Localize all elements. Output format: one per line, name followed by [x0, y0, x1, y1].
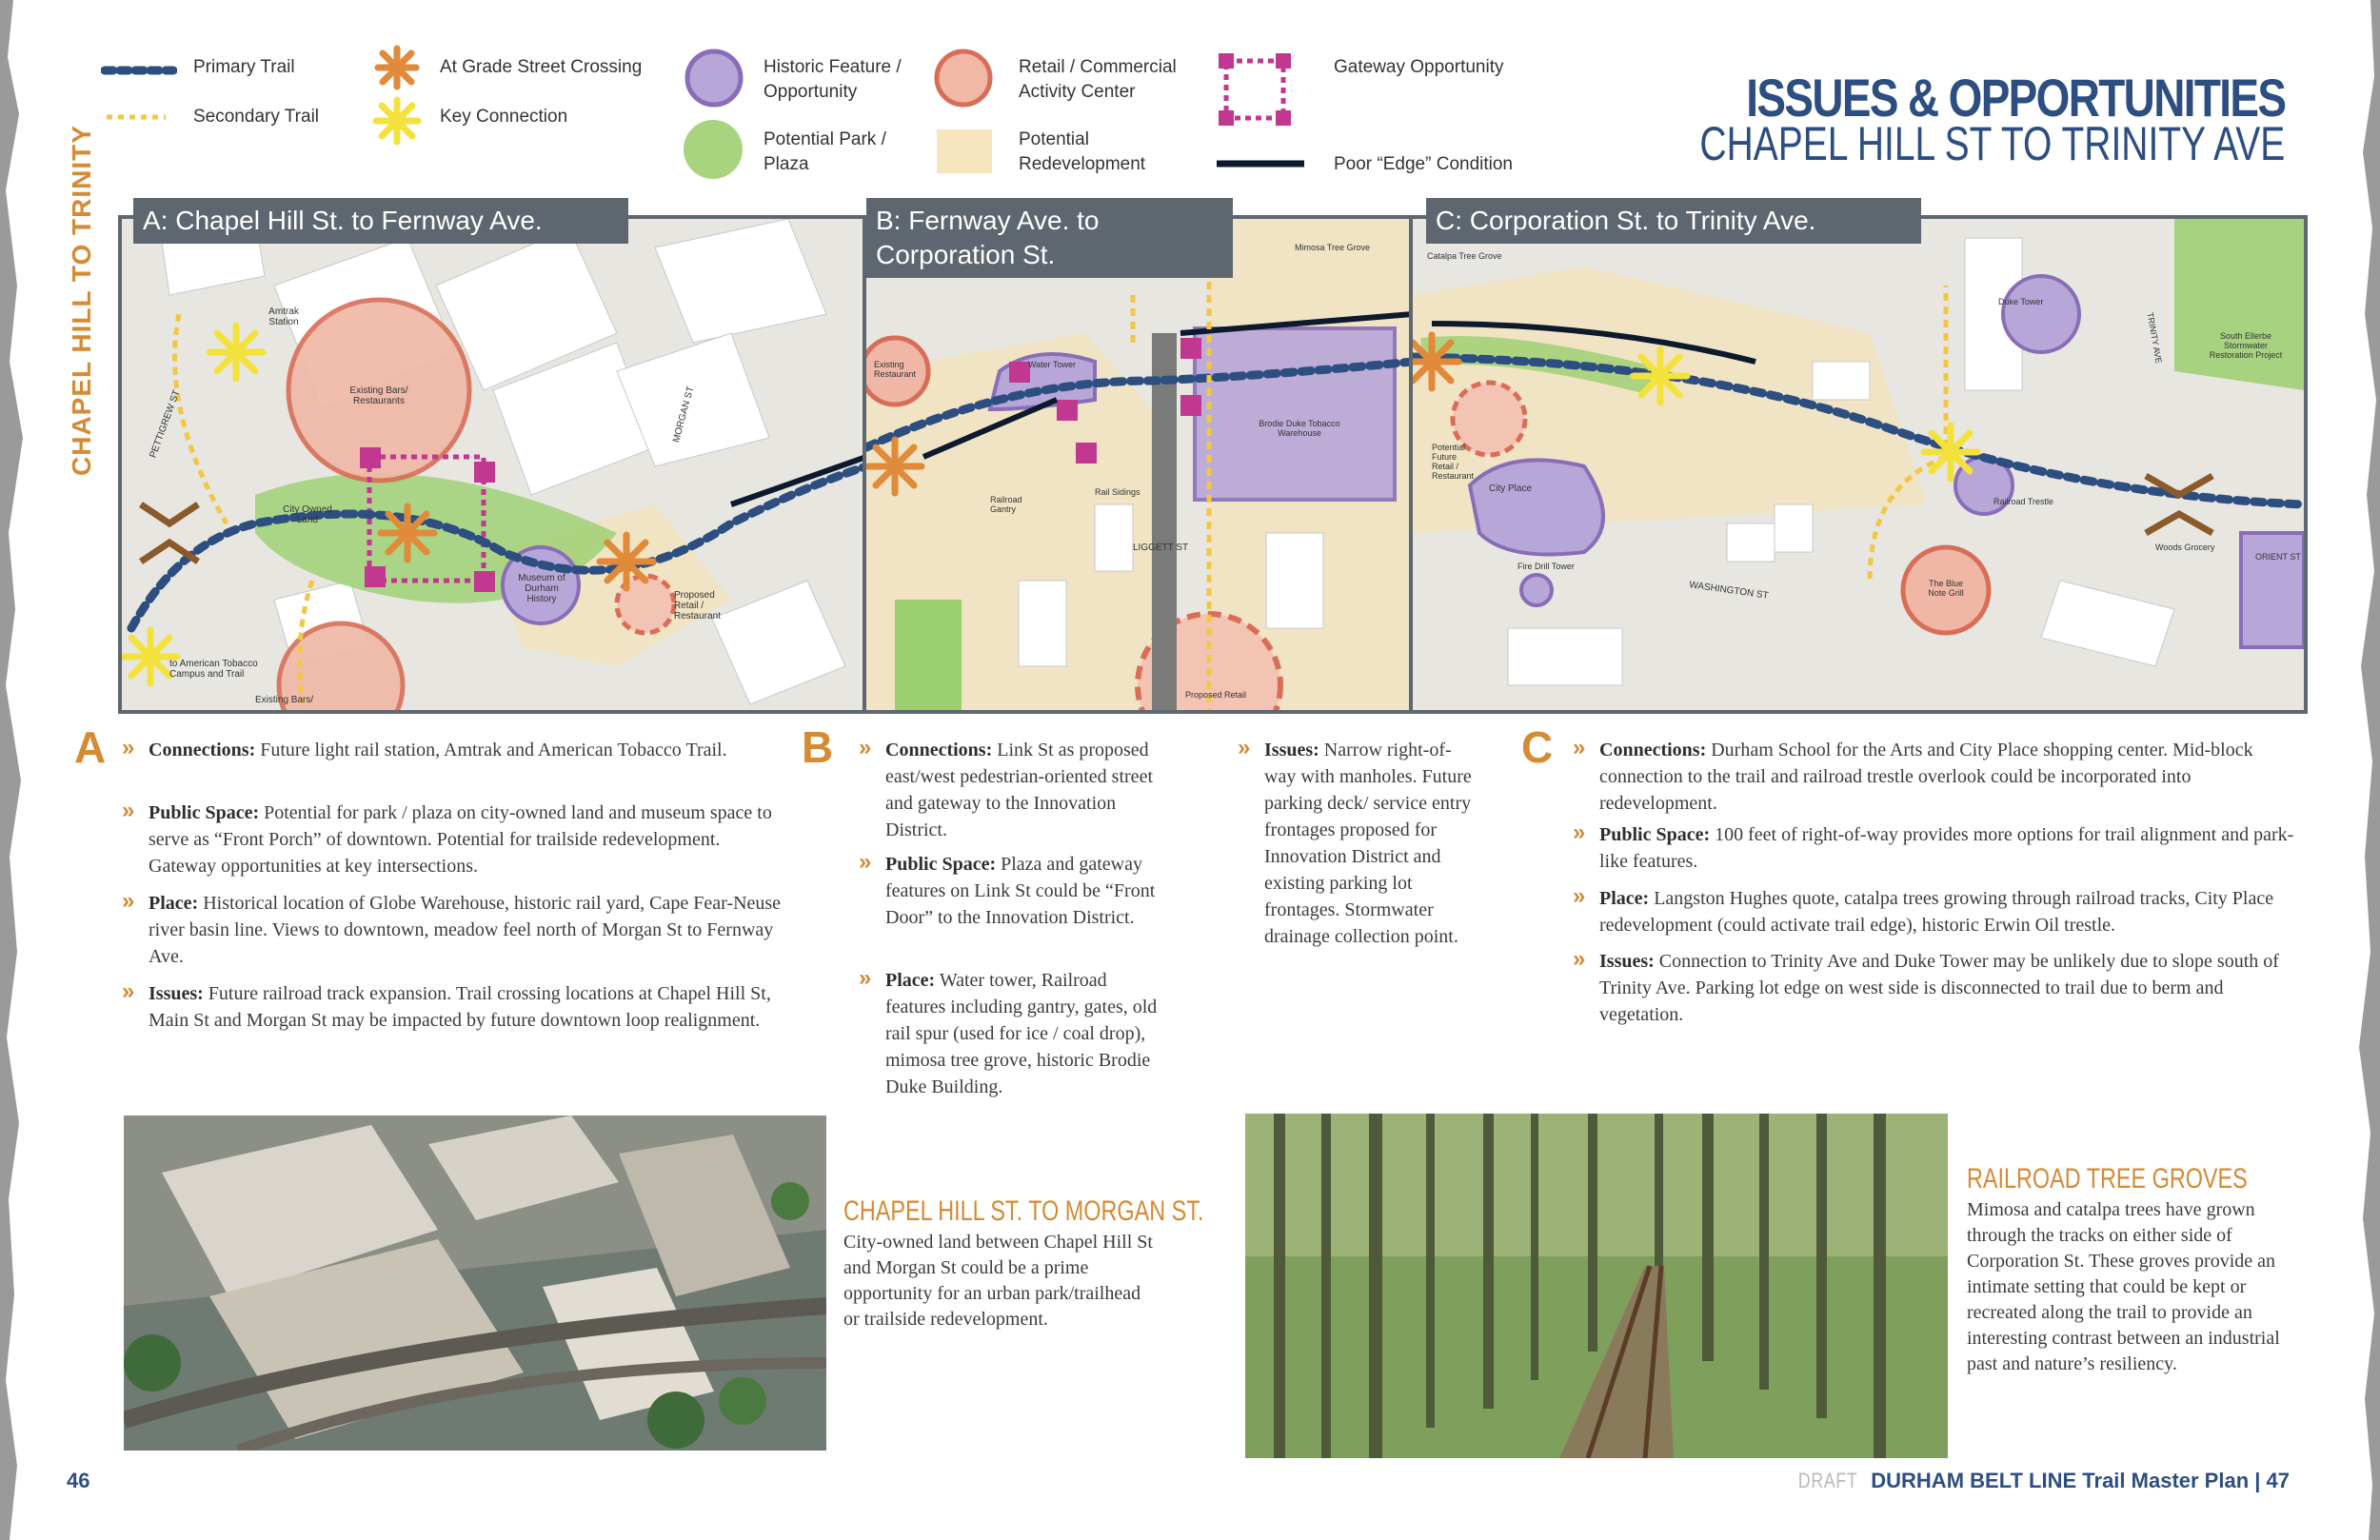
map-label-city-owned: City Owned Land [283, 504, 332, 525]
map-label-trinity-ave: TRINITY AVE [2145, 311, 2164, 365]
map-panel-c [1409, 215, 2308, 714]
section-a-bullet-2: » Public Space: Potential for park / plaza on city-owned land and museum space to serve as “Front Porch” of downtown. Potential for trailside redevelopment. Gateway opportunities at key intersections. [122, 798, 772, 877]
map-label-south-ellerbe: South Ellerbe Stormwater Restoration Project [2209, 331, 2283, 360]
legend-historic: Historic Feature / Opportunity [764, 57, 902, 102]
redevelopment-swatch-icon [937, 129, 992, 173]
doc-subtitle: Trail Master Plan | [2076, 1469, 2261, 1492]
map-label-railroad-trestle: Railroad Trestle [1993, 497, 2054, 506]
legend-key-connection: Key Connection [440, 107, 568, 127]
map-label-mimosa: Mimosa Tree Grove [1295, 243, 1371, 252]
doc-title: DURHAM BELT LINE [1871, 1469, 2077, 1492]
panel-b-label: B: Fernway Ave. to Corporation St. [866, 198, 1233, 278]
map-label-pettigrew: PETTIGREW ST [148, 388, 183, 460]
map-label-water-tower: Water Tower [1028, 360, 1077, 369]
gateway-opportunity-icon [1215, 49, 1295, 129]
map-label-tobacco-campus: to American Tobacco Campus and Trail [169, 659, 258, 680]
section-c-bullet-3: » Place: Langston Hughes quote, catalpa trees growing through railroad tracks, City Place redevelopment (could activate trail edge), historic Erwin Oil trestle. [1573, 883, 2274, 936]
map-label-woods-grocery: Woods Grocery [2155, 543, 2215, 552]
map-label-morgan: MORGAN ST [671, 385, 697, 444]
legend-retail: Retail / Commercial Activity Center [1019, 57, 1177, 102]
historic-feature-icon [684, 48, 744, 109]
map-label-brodie: Brodie Duke Tobacco Warehouse [1259, 419, 1340, 438]
panel-c-label: C: Corporation St. to Trinity Ave. [1426, 198, 1921, 244]
page-subtitle: CHAPEL HILL ST TO TRINITY AVE [1699, 117, 2285, 170]
retail-activity-icon [933, 48, 994, 109]
photo-right-caption: Mimosa and catalpa trees have grown through the tracks on either side of Corporation St. These groves provide an intimate setting that could be kept or recreated along the trail to provide an interesting contrast between an industrial past and nature’s resiliency. [1967, 1199, 2280, 1374]
legend-redevelopment: Potential Redevelopment [1019, 129, 1146, 174]
grunge-left-edge [0, 0, 38, 1540]
aerial-photo [124, 1116, 826, 1451]
section-a-letter: A [74, 722, 107, 772]
map-label-liggett: LIGGETT ST [1133, 543, 1189, 553]
map-label-fire-drill: Fire Drill Tower [1517, 562, 1575, 571]
map-label-museum: Museum of Durham History [518, 573, 565, 604]
photo-right-title: RAILROAD TREE GROVES [1967, 1163, 2248, 1194]
page-number-left: 46 [67, 1469, 90, 1492]
page-title: ISSUES & OPPORTUNITIES [1745, 68, 2285, 128]
section-c-bullet-1: » Connections: Durham School for the Arts and City Place shopping center. Mid-block connection to the trail and railroad trestle overlook could be incorporated into redevelopment. [1573, 735, 2253, 814]
draft-label: DRAFT [1797, 1469, 1858, 1492]
key-connection-icon [371, 95, 423, 147]
potential-park-icon [682, 118, 744, 181]
primary-trail-icon [101, 61, 177, 80]
page-number-right: 47 [2260, 1469, 2290, 1492]
map-a-graphic [122, 219, 866, 710]
rail-grove-photo [1245, 1114, 1948, 1458]
legend-secondary-trail: Secondary Trail [193, 107, 320, 127]
map-label-existing-bars-2: Existing Bars/ [255, 695, 314, 705]
map-label-proposed-retail: Proposed Retail / Restaurant [674, 590, 721, 622]
map-label-washington: WASHINGTON ST [1688, 580, 1770, 602]
secondary-trail-icon [103, 110, 169, 124]
photo-left-caption: City-owned land between Chapel Hill St and Morgan St could be a prime opportunity for an urban park/trailhead or trailside redevelopment. [843, 1232, 1153, 1330]
map-b-graphic [866, 219, 1413, 710]
legend-park: Potential Park / Plaza [764, 129, 886, 174]
section-c-bullet-4: » Issues: Connection to Trinity Ave and Duke Tower may be unlikely due to slope south of Trinity Ave. Parking lot edge on west side is disconnected to trail due to berm and vegetation. [1573, 946, 2279, 1025]
section-a-bullet-3: » Place: Historical location of Globe Warehouse, historic rail yard, Cape Fear-Neuse river basin line. Views to downtown, meadow feel north of Morgan St to Fernway Ave. [122, 888, 782, 967]
section-b-bullet-2: » Public Space: Plaza and gateway features on Link St could be “Front Door” to the Innovation District. [859, 849, 1156, 928]
section-a-bullet-4: » Issues: Future railroad track expansion. Trail crossing locations at Chapel Hill St, Main St and Morgan St may be impacted by future downtown loop realignment. [122, 978, 771, 1031]
legend-primary-trail: Primary Trail [193, 57, 295, 77]
section-b-letter: B [802, 722, 834, 772]
side-label: CHAPEL HILL TO TRINITY [67, 125, 96, 476]
at-grade-crossing-icon [373, 44, 421, 91]
map-label-amtrak: Amtrak Station [268, 306, 299, 327]
map-label-rail-sidings: Rail Sidings [1095, 487, 1140, 497]
map-label-existing-bars: Existing Bars/ Restaurants [349, 385, 408, 406]
map-label-existing-restaurant: Existing Restaurant [874, 360, 917, 379]
map-c-graphic [1413, 219, 2304, 710]
section-b-bullet-4: » Issues: Narrow right-of-way with manholes. Future parking deck/ service entry frontages proposed for Innovation District and existing parking lot frontages. Stormwater drainage collection point. [1238, 735, 1472, 947]
section-b-bullet-1: » Connections: Link St as proposed east/west pedestrian-oriented street and gateway to the Innovation District. [859, 735, 1153, 840]
panel-a-label: A: Chapel Hill St. to Fernway Ave. [133, 198, 628, 244]
map-label-railroad-gantry: Railroad Gantry [990, 495, 1022, 514]
footer-right [1791, 1469, 2290, 1493]
poor-edge-icon [1215, 158, 1306, 169]
map-panel-b [863, 215, 1417, 714]
section-a-bullet-1: » Connections: Future light rail station, Amtrak and American Tobacco Trail. [122, 735, 727, 760]
photo-left-title: CHAPEL HILL ST. TO MORGAN ST. [843, 1195, 1204, 1227]
map-label-catalpa: Catalpa Tree Grove [1427, 251, 1502, 261]
legend-at-grade: At Grade Street Crossing [440, 57, 643, 77]
grunge-right-edge [2342, 0, 2380, 1540]
section-b-bullet-3: » Place: Water tower, Railroad features including gantry, gates, old rail spur (used for ice / coal drop), mimosa tree grove, historic Brodie Duke Building. [859, 965, 1158, 1097]
map-label-duke-tower: Duke Tower [1998, 297, 2044, 306]
legend-gateway: Gateway Opportunity [1334, 57, 1504, 77]
map-label-city-place: City Place [1489, 484, 1533, 494]
legend-poor-edge: Poor “Edge” Condition [1334, 154, 1513, 174]
map-label-orient: ORIENT ST [2255, 552, 2301, 562]
map-label-blue-note: The Blue Note Grill [1928, 579, 1964, 598]
map-panel-a [118, 215, 870, 714]
map-label-proposed-retail-b: Proposed Retail [1185, 690, 1247, 700]
section-c-bullet-2: » Public Space: 100 feet of right-of-way provides more options for trail alignment and park-like features. [1573, 819, 2294, 872]
map-label-potential-future: Potential Future Retail / Restaurant [1432, 443, 1475, 481]
section-c-letter: C [1521, 722, 1554, 772]
